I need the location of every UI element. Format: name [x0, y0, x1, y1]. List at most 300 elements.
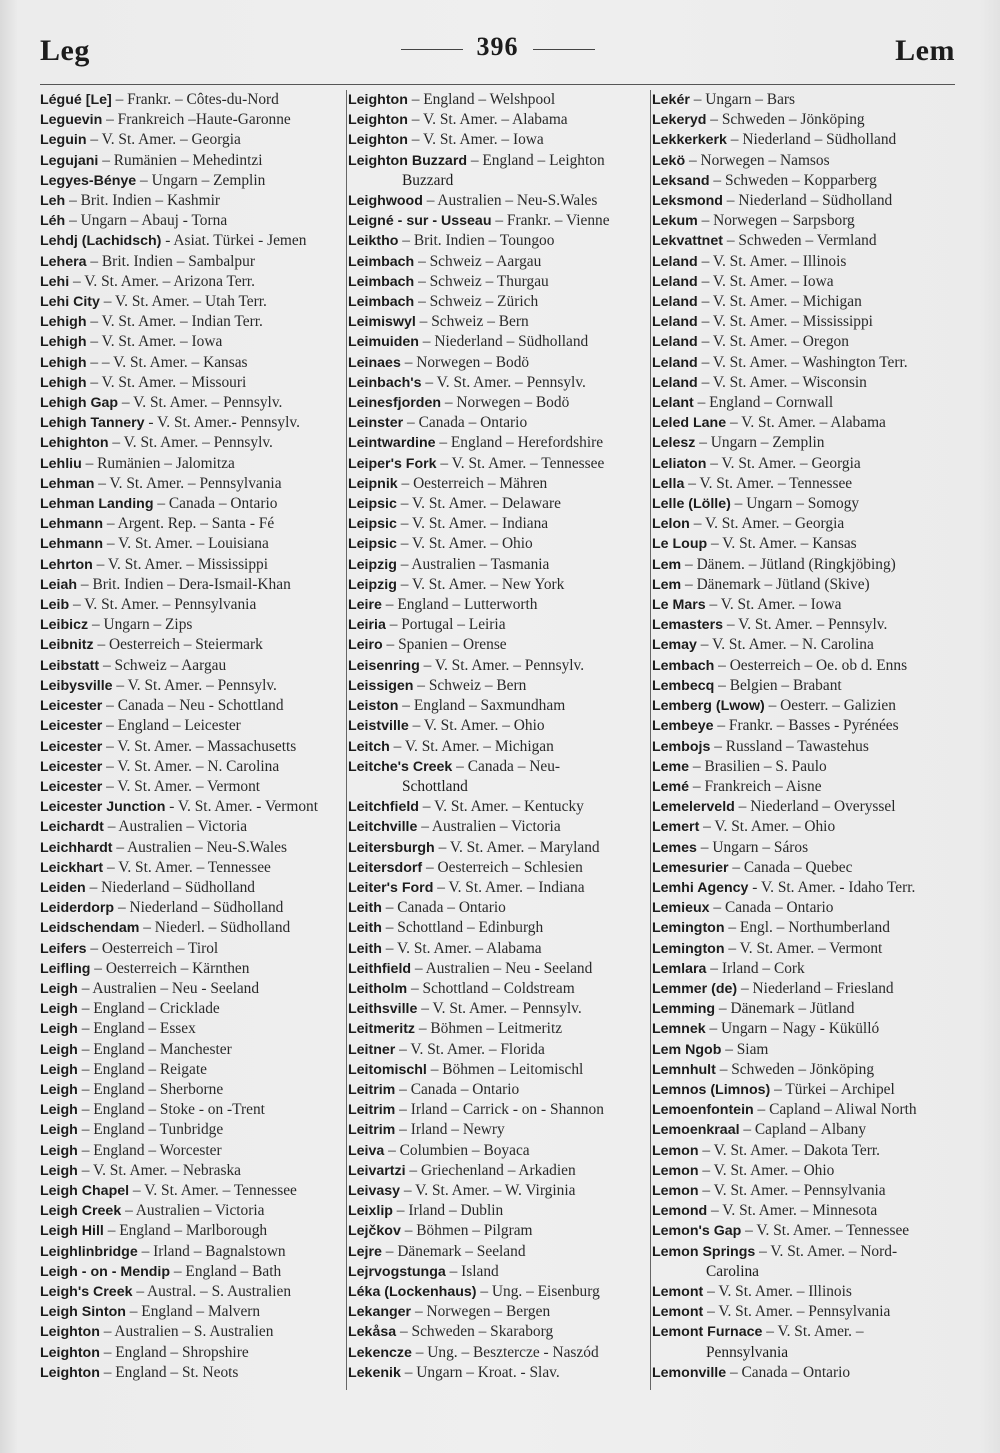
gazetteer-entry — [348, 353, 654, 373]
entry-location: - Asiat. Türkei - Jemen — [161, 232, 307, 250]
header-dash-left — [401, 49, 463, 50]
entry-location: – V. St. Amer. – Vermont — [102, 777, 261, 795]
entry-headword: Leixlip — [348, 1203, 393, 1220]
entry-location: – Frankr. – Vienne — [491, 212, 610, 230]
entry-headword: Leifers — [40, 940, 87, 957]
gazetteer-entry — [652, 1302, 957, 1322]
entry-headword: Lemont Furnace — [652, 1324, 763, 1341]
entry-headword: Lehman Landing — [40, 496, 154, 513]
entry-location: – V. St. Amer. – Pennsylvania — [94, 474, 282, 492]
entry-headword: Leiderdorp — [40, 900, 115, 917]
entry-headword: Leitrim — [348, 1081, 396, 1098]
gazetteer-entry — [40, 171, 346, 191]
entry-location: – England – Stoke - on -Trent — [77, 1101, 265, 1119]
entry-location: – England – Cornwall — [693, 394, 834, 412]
entry-headword: Leigh — [40, 1001, 78, 1018]
entry-headword: Leisenring — [348, 657, 420, 674]
entry-continuation: Carolina — [706, 1262, 759, 1280]
entry-location: – Dänemark – Jütland (Skive) — [681, 575, 870, 593]
entry-headword: Legyes-Bénye — [40, 172, 137, 189]
entry-location: – V. St. Amer. – Minnesota — [707, 1202, 878, 1220]
entry-location: – Schweiz – Aargau — [414, 252, 542, 270]
entry-headword: Leitrim — [348, 1122, 396, 1139]
gazetteer-entry — [40, 999, 346, 1019]
entry-location: – Oesterreich – Schlesien — [422, 858, 583, 876]
entry-headword: Lemon — [652, 1182, 699, 1199]
gazetteer-entry — [348, 817, 654, 837]
gazetteer-entry — [40, 898, 346, 918]
gazetteer-entry — [652, 898, 957, 918]
entry-location: – V. St. Amer. – Pennsylv. — [108, 434, 273, 452]
entry-headword: Leinaes — [348, 354, 401, 371]
entry-headword: Leibnitz — [40, 637, 94, 654]
gazetteer-entry — [652, 151, 957, 171]
entry-location: – V. St. Amer. – Kansas — [707, 535, 857, 553]
entry-location: – Australien – Tasmania — [396, 555, 550, 573]
entry-headword: Lemming — [652, 1001, 716, 1018]
gazetteer-entry — [652, 797, 957, 817]
entry-headword: Lelle (Lölle) — [652, 496, 731, 513]
gazetteer-entry — [40, 1221, 346, 1241]
entry-headword: Lehigh — [40, 314, 87, 331]
entry-headword: Lemelerveld — [652, 799, 735, 816]
entry-location: – Niederland – Südholland — [85, 878, 256, 896]
entry-location: – V. St. Amer. – Maryland — [434, 838, 600, 856]
gazetteer-entry — [652, 1060, 957, 1080]
entry-headword: Leitchfield — [348, 799, 419, 816]
entry-location: – V. St. Amer. – N. Carolina — [102, 757, 280, 775]
entry-headword: Lekö — [652, 152, 686, 169]
entry-headword: Lemmer (de) — [652, 980, 738, 997]
entry-headword: Lembach — [652, 657, 715, 674]
entry-headword: Leighton — [40, 1324, 100, 1341]
entry-location: – V. St. Amer. – Illinois — [703, 1282, 852, 1300]
entry-headword: Leichardt — [40, 819, 104, 836]
gazetteer-entry — [40, 696, 346, 716]
entry-headword: Leimbach — [348, 294, 415, 311]
entry-headword: Leith — [348, 920, 382, 937]
entry-headword: Leickhart — [40, 859, 104, 876]
gazetteer-entry — [652, 1141, 957, 1161]
gazetteer-entry — [652, 959, 957, 979]
entry-headword: Lehi — [40, 273, 70, 290]
entry-headword: Lemieux — [652, 900, 710, 917]
entry-location: – Oesterreich – Mähren — [397, 474, 548, 492]
gazetteer-entry — [348, 555, 654, 575]
entry-headword: Lemington — [652, 940, 725, 957]
entry-location: – V. St. Amer. – Missouri — [86, 373, 247, 391]
entry-location: – England – Worcester — [77, 1141, 222, 1159]
entry-headword: Leighton Buzzard — [348, 152, 468, 169]
gazetteer-entry — [348, 1100, 654, 1120]
entry-location: – V. St. Amer. – Pennsylvania — [69, 596, 257, 614]
gazetteer-entry — [348, 90, 654, 110]
entry-headword: Lejre — [348, 1243, 382, 1260]
gazetteer-entry — [652, 575, 957, 595]
entry-location: – England – Herefordshire — [435, 434, 604, 452]
entry-location: – Canada – Quebec — [728, 858, 853, 876]
gazetteer-entry — [348, 757, 654, 777]
gazetteer-entry — [652, 858, 957, 878]
entry-location: – V. St. Amer. – Utah Terr. — [99, 293, 267, 311]
entry-location: – England – Leighton — [467, 151, 605, 169]
gazetteer-entry — [652, 494, 957, 514]
gazetteer-entry — [348, 918, 654, 938]
entry-location: – Russland – Tawastehus — [710, 737, 869, 755]
entry-headword: Leimiswyl — [348, 314, 416, 331]
entry-headword: Leimbach — [348, 253, 415, 270]
gazetteer-entry — [652, 252, 957, 272]
entry-location: – V. St. Amer. – Florida — [395, 1040, 545, 1058]
entry-location: – Schottland – Coldstream — [407, 979, 575, 997]
entry-location: – V. St. Amer. – New York — [396, 575, 565, 593]
entry-headword: Lemert — [652, 819, 700, 836]
entry-headword: Leichhardt — [40, 839, 113, 856]
entry-location: – Canada – Neu- — [452, 757, 561, 775]
entry-headword: Leimuiden — [348, 334, 419, 351]
gazetteer-entry — [40, 1282, 346, 1302]
entry-headword: Légué [Le] — [40, 92, 112, 108]
entry-headword: Le Loup — [652, 536, 708, 553]
gazetteer-entry — [40, 130, 346, 150]
entry-headword: Lehigh Gap — [40, 395, 119, 412]
entry-headword: Lehrton — [40, 556, 93, 573]
gazetteer-entry — [40, 1120, 346, 1140]
entry-headword: Leigh Creek — [40, 1203, 122, 1220]
gazetteer-entry — [40, 494, 346, 514]
entry-headword: Leith — [348, 900, 382, 917]
entry-location: – Türkei – Archipel — [770, 1080, 895, 1098]
page-number-row — [40, 32, 955, 62]
entry-headword: Leguevin — [40, 112, 103, 129]
entry-location: – Irland – Carrick - on - Shannon — [395, 1101, 604, 1119]
gazetteer-entry — [40, 1242, 346, 1262]
entry-headword: Lella — [652, 475, 685, 492]
entry-headword: Leigh — [40, 1102, 78, 1119]
entry-location: – V. St. Amer. – Tennessee — [103, 858, 271, 876]
entry-headword: Lemon Springs — [652, 1243, 756, 1260]
entry-headword: Leigné - sur - Usseau — [348, 213, 492, 230]
entry-headword: Leiston — [348, 698, 399, 715]
entry-headword: Leiro — [348, 637, 383, 654]
entry-location: – Schweiz – Aargau — [99, 656, 227, 674]
entry-headword: Leipsic — [348, 536, 397, 553]
gazetteer-entry — [40, 858, 346, 878]
gazetteer-entry — [40, 737, 346, 757]
entry-headword: Lem — [652, 556, 682, 573]
gazetteer-entry — [40, 231, 346, 251]
entry-location: – Dänem. – Jütland (Ringkjöbing) — [681, 555, 896, 573]
entry-location: – V. St. Amer. – Indiana — [433, 878, 585, 896]
entry-location: – Oesterreich – Oe. ob d. Enns — [714, 656, 908, 674]
gazetteer-entry — [348, 1181, 654, 1201]
entry-headword: Leighton — [348, 132, 408, 149]
gazetteer-entry — [348, 130, 654, 150]
entry-headword: Lembeye — [652, 718, 714, 735]
gazetteer-entry — [40, 373, 346, 393]
gazetteer-entry — [40, 272, 346, 292]
gazetteer-entry — [652, 413, 957, 433]
gazetteer-entry — [40, 1302, 346, 1322]
entry-location: – V. St. Amer. – Georgia — [689, 515, 845, 533]
entry-headword: Leitchville — [348, 819, 418, 836]
gazetteer-entry — [348, 595, 654, 615]
gazetteer-entry — [652, 353, 957, 373]
entry-headword: Leigh — [40, 1021, 78, 1038]
entry-headword: Leistville — [348, 718, 409, 735]
entry-headword: Leiria — [348, 617, 386, 634]
gazetteer-entry — [652, 1242, 957, 1262]
gazetteer-entry — [40, 838, 346, 858]
entry-headword: Leitersdorf — [348, 859, 423, 876]
entry-location: – Niederland – Südholland — [722, 192, 893, 210]
entry-location: – England – Tunbridge — [77, 1121, 224, 1139]
entry-headword: Lemnek — [652, 1021, 706, 1038]
entry-location: – Niederland – Overyssel — [734, 798, 896, 816]
entry-location: – Brit. Indien – Dera-Ismail-Khan — [77, 575, 291, 593]
entry-location: – V. St. Amer. – Washington Terr. — [697, 353, 908, 371]
gazetteer-entry — [348, 1221, 654, 1241]
entry-location: – V. St. Amer. – N. Carolina — [696, 636, 874, 654]
entry-location: – Australien – Victoria — [417, 818, 561, 836]
gazetteer-entry — [348, 1080, 654, 1100]
gazetteer-entry — [652, 1120, 957, 1140]
entry-location: – Dänemark – Jütland — [715, 1000, 855, 1018]
entry-location: – V. St. Amer. – Nebraska — [77, 1161, 242, 1179]
entry-location: – Canada – Ontario — [403, 414, 528, 432]
gazetteer-entry — [652, 1080, 957, 1100]
entry-location: – Brit. Indien – Toungoo — [398, 232, 555, 250]
entry-headword: Leicester — [40, 718, 103, 735]
entry-location: – V. St. Amer. – Arizona Terr. — [69, 272, 255, 290]
gazetteer-entry — [40, 292, 346, 312]
gazetteer-entry — [348, 575, 654, 595]
entry-headword: Lemberg (Lwow) — [652, 698, 765, 715]
gazetteer-entry — [348, 1060, 654, 1080]
entry-location: – V. St. Amer. – Vermont — [724, 939, 883, 957]
gazetteer-entry — [652, 211, 957, 231]
entry-location: – Canada – Ontario — [709, 899, 834, 917]
gazetteer-entry — [348, 252, 654, 272]
entry-headword: Leksmond — [652, 193, 723, 210]
entry-headword: Leland — [652, 273, 698, 290]
entry-headword: Lemé — [652, 778, 690, 795]
gazetteer-entry — [348, 534, 654, 554]
header-left-keyword: Leg — [40, 34, 90, 67]
entry-location: – Rumänien – Mehedintzi — [98, 151, 263, 169]
gazetteer-entry — [40, 595, 346, 615]
entry-headword: Lehdj (Lachidsch) — [40, 233, 162, 250]
entry-location: – Schweiz – Bern — [415, 313, 529, 331]
entry-continuation: Buzzard — [402, 171, 454, 189]
gazetteer-entry — [652, 534, 957, 554]
entry-location: – Capland – Albany — [739, 1121, 867, 1139]
entry-headword: Leiper's Fork — [348, 455, 437, 472]
entry-headword: Lemoenkraal — [652, 1122, 740, 1139]
entry-headword: Lemay — [652, 637, 697, 654]
entry-location: – Böhmen – Pilgram — [400, 1222, 533, 1240]
entry-location: – V. St. Amer. – Tennessee — [741, 1222, 910, 1240]
gazetteer-entry — [652, 191, 957, 211]
entry-headword: Lelesz — [652, 435, 696, 452]
entry-location: – Irland – Bagnalstown — [137, 1242, 286, 1260]
gazetteer-entry — [40, 1019, 346, 1039]
entry-headword: Lembojs — [652, 738, 711, 755]
gazetteer-entry — [40, 1322, 346, 1342]
entry-headword: Leguin — [40, 132, 87, 149]
entry-location: – Australien – Neu - Seeland — [411, 959, 593, 977]
entry-location: – Niederland – Südholland — [114, 899, 284, 917]
entry-headword: Lem — [652, 576, 682, 593]
gazetteer-entry — [348, 696, 654, 716]
gazetteer-entry — [652, 514, 957, 534]
entry-headword: Leigh's Creek — [40, 1283, 133, 1300]
entry-headword: Le Mars — [652, 597, 706, 614]
entry-location: – V. St. Amer. – Pennsylvania — [698, 1181, 886, 1199]
gazetteer-entry — [652, 1322, 957, 1342]
entry-location: - V. St. Amer. - Vermont — [165, 798, 319, 816]
gazetteer-entry — [40, 757, 346, 777]
gazetteer-entry — [652, 1282, 957, 1302]
column-divider-1 — [346, 90, 347, 1390]
entry-location: – V. St. Amer. – Pennsylv. — [417, 1000, 582, 1018]
entry-headword: Leighwood — [348, 193, 423, 210]
entry-location: – Canada – Ontario — [726, 1363, 851, 1381]
column-3 — [652, 90, 957, 1400]
entry-headword: Leibstatt — [40, 657, 100, 674]
gazetteer-entry — [40, 1262, 346, 1282]
entry-headword: Leitrim — [348, 1102, 396, 1119]
entry-location: – England – Essex — [77, 1020, 196, 1038]
gazetteer-entry — [40, 191, 346, 211]
gazetteer-entry — [348, 393, 654, 413]
gazetteer-entry — [40, 716, 346, 736]
entry-headword: Lehighton — [40, 435, 109, 452]
entry-headword: Lemon's Gap — [652, 1223, 742, 1240]
entry-headword: Leintwardine — [348, 435, 436, 452]
entry-headword: Lehi City — [40, 294, 100, 311]
entry-headword: Leighton — [348, 92, 408, 108]
entry-headword: Lemington — [652, 920, 725, 937]
entry-location: – – V. St. Amer. – Kansas — [86, 353, 248, 371]
entry-continuation: Schottland — [402, 777, 468, 795]
entry-headword: Leivasy — [348, 1182, 401, 1199]
entry-headword: Lehera — [40, 253, 87, 270]
gazetteer-entry — [348, 838, 654, 858]
gazetteer-entry — [348, 959, 654, 979]
entry-location: – Oesterreich – Tirol — [86, 939, 219, 957]
entry-location: – Canada – Ontario — [153, 495, 278, 513]
gazetteer-entry — [348, 433, 654, 453]
gazetteer-entry — [652, 615, 957, 635]
gazetteer-entry — [348, 1282, 654, 1302]
entry-location: – V. St. Amer. – Tennessee — [436, 454, 605, 472]
entry-location: – Schweiz – Bern — [413, 676, 527, 694]
entry-location: – Ungarn – Zemplin — [136, 171, 266, 189]
gazetteer-entry — [40, 454, 346, 474]
entry-location: – Norwegen – Namsos — [685, 151, 830, 169]
entry-location: – V. St. Amer. – Iowa — [407, 131, 544, 149]
gazetteer-entry — [652, 110, 957, 130]
gazetteer-entry — [40, 312, 346, 332]
entry-headword: Leinbach's — [348, 374, 422, 391]
entry-location: – England – Saxmundham — [398, 697, 566, 715]
gazetteer-entry — [652, 979, 957, 999]
entry-location: – Portugal – Leiria — [385, 616, 506, 634]
gazetteer-entry — [40, 575, 346, 595]
gazetteer-entry — [348, 615, 654, 635]
entry-location: – England – Shropshire — [99, 1343, 249, 1361]
entry-headword: Lem Ngob — [652, 1041, 722, 1058]
gazetteer-entry — [652, 1201, 957, 1221]
gazetteer-entry — [652, 312, 957, 332]
entry-headword: Leme — [652, 758, 690, 775]
gazetteer-entry — [348, 110, 654, 130]
entry-location: – England – Cricklade — [77, 1000, 220, 1018]
entry-headword: Leitersburgh — [348, 839, 435, 856]
entry-headword: Lemlara — [652, 960, 707, 977]
gazetteer-entry — [40, 1343, 346, 1363]
gazetteer-entry — [40, 979, 346, 999]
entry-headword: Leitner — [348, 1041, 396, 1058]
entry-location: – Norwegen – Sarpsborg — [697, 212, 855, 230]
entry-location: – Niederl. – Südholland — [139, 919, 291, 937]
gazetteer-entry — [40, 474, 346, 494]
entry-location: – V. St. Amer. – Indian Terr. — [86, 313, 263, 331]
entry-location: – V. St. Amer. – Michigan — [389, 737, 554, 755]
entry-location: – Schweden – Skaraborg — [396, 1323, 554, 1341]
gazetteer-entry — [652, 696, 957, 716]
entry-headword: Léka (Lockenhaus) — [348, 1283, 477, 1300]
entry-location: – England – St. Neots — [99, 1363, 239, 1381]
gazetteer-entry — [348, 737, 654, 757]
entry-location: – Griechenland – Arkadien — [405, 1161, 576, 1179]
entry-location: – V. St. Amer. – Ohio — [408, 717, 545, 735]
entry-headword: Lehigh — [40, 374, 87, 391]
gazetteer-entry — [348, 292, 654, 312]
gazetteer-entry — [348, 635, 654, 655]
gazetteer-entry — [40, 90, 346, 110]
entry-location: – V. St. Amer. – Pennsylv. — [722, 616, 888, 634]
entry-headword: Lejrvogstunga — [348, 1263, 446, 1280]
gazetteer-entry — [40, 110, 346, 130]
gazetteer-entry — [652, 918, 957, 938]
entry-location: – Schweiz – Thurgau — [414, 272, 549, 290]
entry-headword: Lekeryd — [652, 112, 707, 129]
entry-location: – Siam — [721, 1040, 769, 1058]
entry-location: – Ungarn – Abauj - Torna — [65, 212, 228, 230]
entry-location: – Norwegen – Bergen — [411, 1303, 551, 1321]
entry-location: – Oesterreich – Kärnthen — [90, 959, 250, 977]
entry-location: – Ungarn – Bars — [689, 91, 796, 108]
entry-headword: Lejčkov — [348, 1223, 401, 1240]
entry-location: – V. St. Amer. – — [762, 1323, 864, 1341]
gazetteer-entry — [40, 211, 346, 231]
entry-location: – Columbien – Boyaca — [384, 1141, 530, 1159]
gazetteer-entry — [40, 393, 346, 413]
entry-headword: Lemond — [652, 1203, 708, 1220]
entry-headword: Leifling — [40, 960, 91, 977]
entry-location: – V. St. Amer. – Massachusetts — [102, 737, 297, 755]
entry-location: – Ungarn – Kroat. - Slav. — [400, 1363, 560, 1381]
entry-location: – V. St. Amer. – Alabama — [407, 111, 568, 129]
entry-headword: Lekkerkerk — [652, 132, 727, 149]
gazetteer-entry — [40, 1060, 346, 1080]
entry-location: – V. St. Amer. – Iowa — [697, 272, 834, 290]
entry-location: – Frankr. – Côtes-du-Nord — [111, 91, 279, 108]
entry-location: – V. St. Amer. – Nord- — [755, 1242, 898, 1260]
entry-location: – England – Malvern — [125, 1303, 261, 1321]
